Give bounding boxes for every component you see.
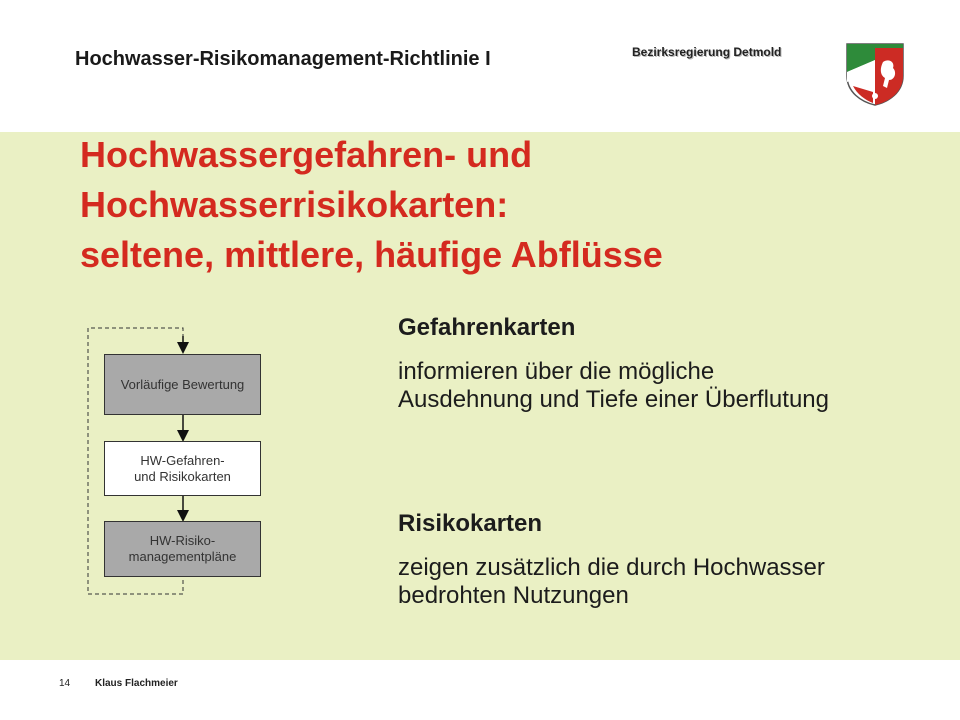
- slide-headline: [80, 130, 880, 280]
- flow-step-2-line-1: HW-Gefahren-: [140, 452, 225, 468]
- flow-step-1-label: Vorläufige Bewertung: [120, 376, 245, 392]
- flow-step-3-line-1: HW-Risiko-: [149, 533, 216, 548]
- footer-author: Klaus Flachmeier: [95, 678, 178, 689]
- organization-name: Bezirksregierung Detmold: [632, 45, 782, 59]
- headline-line-2: Hochwasserrisikokarten:: [80, 184, 509, 225]
- headline-line-1: Hochwassergefahren- und: [80, 134, 533, 175]
- flow-step-gefahren-risikokarten: [104, 441, 261, 496]
- flow-step-vorlaeufige-bewertung: [104, 354, 261, 415]
- risikokarten-heading: Risikokarten: [398, 510, 543, 537]
- page-number: 14: [59, 678, 71, 689]
- flow-step-risikomanagementplaene: [104, 521, 261, 577]
- gefahrenkarten-heading: Gefahrenkarten: [398, 314, 576, 341]
- gefahrenkarten-section: [398, 314, 918, 414]
- header-title: Hochwasser-Risikomanagement-Richtlinie I: [75, 48, 491, 70]
- risikokarten-description: zeigen zusätzlich die durch Hochwasser bedrohten Nutzungen: [398, 554, 825, 609]
- flow-step-3-line-2: managementpläne: [128, 549, 237, 564]
- flow-step-2-label: [134, 453, 231, 485]
- flow-step-3-label: [129, 533, 237, 565]
- nrw-coat-of-arms-icon: [843, 42, 907, 106]
- flow-step-2-line-2: und Risikokarten: [134, 468, 231, 484]
- risikokarten-section: [398, 510, 918, 610]
- headline-line-3: seltene, mittlere, häufige Abflüsse: [80, 234, 663, 275]
- gefahrenkarten-description: informieren über die mögliche Ausdehnung und Tiefe einer Überflutung: [398, 358, 829, 413]
